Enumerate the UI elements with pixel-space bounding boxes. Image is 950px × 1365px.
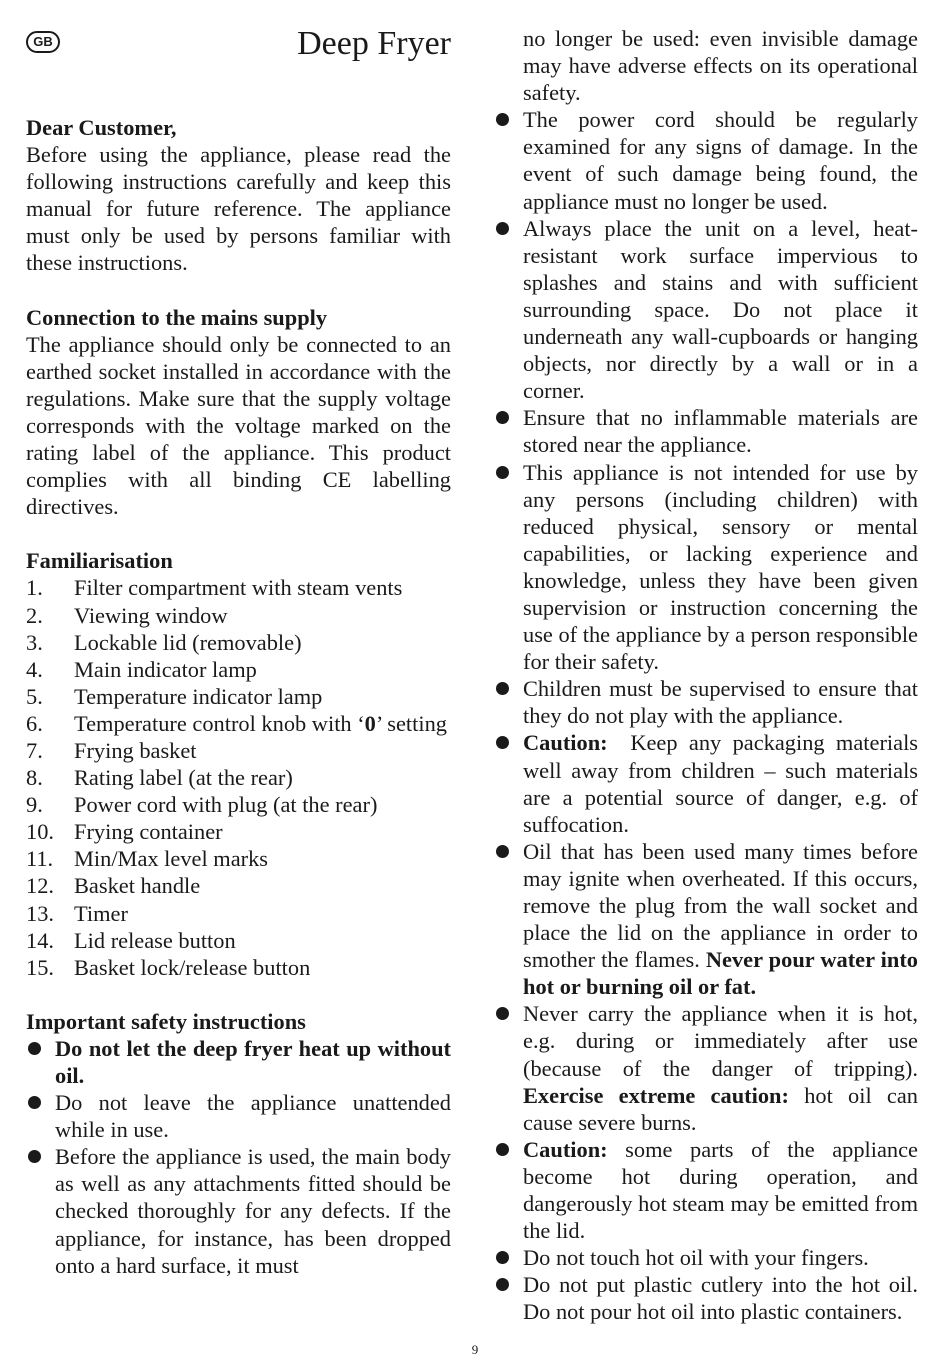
right-column xyxy=(494,25,918,1326)
bullet-icon xyxy=(494,729,523,837)
bullet-icon xyxy=(26,1089,55,1143)
safety-bullet: Do not touch hot oil with your fingers. xyxy=(494,1244,918,1271)
list-item: 11. Min/Max level marks xyxy=(26,846,269,872)
list-item: 9. Power cord with plug (at the rear) xyxy=(26,792,378,818)
bullet-icon xyxy=(494,106,523,214)
safety-bullet: Do not let the deep fryer heat up without oil. xyxy=(26,1035,451,1089)
parts-list xyxy=(26,574,451,980)
intro-paragraph: Before using the appliance, please read the following instructions carefully and keep this manual for future reference. The appliance must only be used by persons familiar with these instructions. xyxy=(26,142,451,276)
safety-bullet: Do not leave the appliance unattended while in use. xyxy=(26,1089,451,1143)
bullet-icon xyxy=(494,459,523,676)
safety-bullet: Always place the unit on a level, heat-resistant work surface impervious to splashes and stains and with sufficient surrounding space. Do not place it underneath any wall-cupboards or hanging objects, nor directly by a wall or in a corner. xyxy=(494,215,918,405)
language-badge: GB xyxy=(26,31,60,53)
list-item: 3. Lockable lid (removable) xyxy=(26,629,302,655)
safety-bullet: Caution: some parts of the appliance become hot during operation, and dangerously hot steam may be emitted from the lid. xyxy=(494,1136,918,1244)
bullet-icon xyxy=(494,1136,523,1244)
safety-bullet: This appliance is not intended for use by any persons (including children) with reduced physical, sensory or mental capabilities, or lacking experience and knowledge, unless they have been given supervision or instruction concerning the use of the appliance by a person responsible for their safety. xyxy=(494,459,918,676)
bullet-icon xyxy=(494,215,523,405)
bullet-icon xyxy=(494,1000,523,1135)
safety-bullet: The power cord should be regularly examined for any signs of damage. In the event of such damage being found, the appliance must no longer be used. xyxy=(494,106,918,214)
list-item: 7. Frying basket xyxy=(26,737,197,763)
bullet-icon xyxy=(26,1143,55,1278)
page-header xyxy=(26,24,451,84)
connection-paragraph: The appliance should only be connected to an earthed socket installed in accordance with the regulations. Make sure that the supply voltage corresponds with the voltage marked on the rating label of the appliance. This product complies with all binding CE labelling directives. xyxy=(26,331,451,520)
safety-bullet: Before the appliance is used, the main body as well as any attachments fitted should be checked thoroughly for any defects. If the appliance, for instance, has been dropped onto a hard surface, it must xyxy=(26,1143,451,1278)
bullet-icon xyxy=(26,1035,55,1089)
safety-bullet: Oil that has been used many times before may ignite when overheated. If this occurs, remove the plug from the wall socket and place the lid on the appliance in order to smother the flames. Never pour water into hot or burning oil or fat. xyxy=(494,838,918,1001)
bullet-icon xyxy=(494,1244,523,1271)
safety-bullet: Do not put plastic cutlery into the hot oil. Do not pour hot oil into plastic containers. xyxy=(494,1271,918,1325)
list-item: 13. Timer xyxy=(26,900,128,926)
continuation-text: no longer be used: even invisible damage may have adverse effects on its operational safety. xyxy=(523,26,918,106)
list-item: 6. Temperature control knob with ‘0’ setting xyxy=(26,710,447,736)
list-item: 1. Filter compartment with steam vents xyxy=(26,575,403,601)
page-title: Deep Fryer xyxy=(297,25,451,62)
list-item: 14. Lid release button xyxy=(26,927,236,953)
safety-bullet: Children must be supervised to ensure that they do not play with the appliance. xyxy=(494,675,918,729)
familiarisation-heading: Familiarisation xyxy=(26,548,173,574)
list-item: 2. Viewing window xyxy=(26,602,228,628)
list-item: 12. Basket handle xyxy=(26,873,201,899)
bullet-icon xyxy=(494,675,523,729)
list-item: 10. Frying container xyxy=(26,819,223,845)
list-item: 5. Temperature indicator lamp xyxy=(26,683,323,709)
connection-heading: Connection to the mains supply xyxy=(26,304,328,330)
safety-bullet: Caution: Keep any packaging materials well away from children – such materials are a potential source of danger, e.g. of suffocation. xyxy=(494,729,918,837)
list-item: 4. Main indicator lamp xyxy=(26,656,257,682)
bullet-icon xyxy=(494,1271,523,1325)
bullet-icon xyxy=(494,404,523,458)
greeting: Dear Customer, xyxy=(26,115,177,140)
safety-heading: Important safety instructions xyxy=(26,1008,306,1034)
safety-bullet: Ensure that no inflammable materials are stored near the appliance. xyxy=(494,404,918,458)
list-item: 15. Basket lock/release button xyxy=(26,954,311,980)
list-item: 8. Rating label (at the rear) xyxy=(26,765,293,791)
left-column xyxy=(26,0,451,1279)
safety-bullet: Never carry the appliance when it is hot, e.g. during or immediately after use (because of the danger of tripping). Exercise extreme caution: hot oil can cause severe burns. xyxy=(494,1000,918,1135)
bullet-icon xyxy=(494,838,523,1001)
page-number: 9 xyxy=(471,1342,479,1357)
